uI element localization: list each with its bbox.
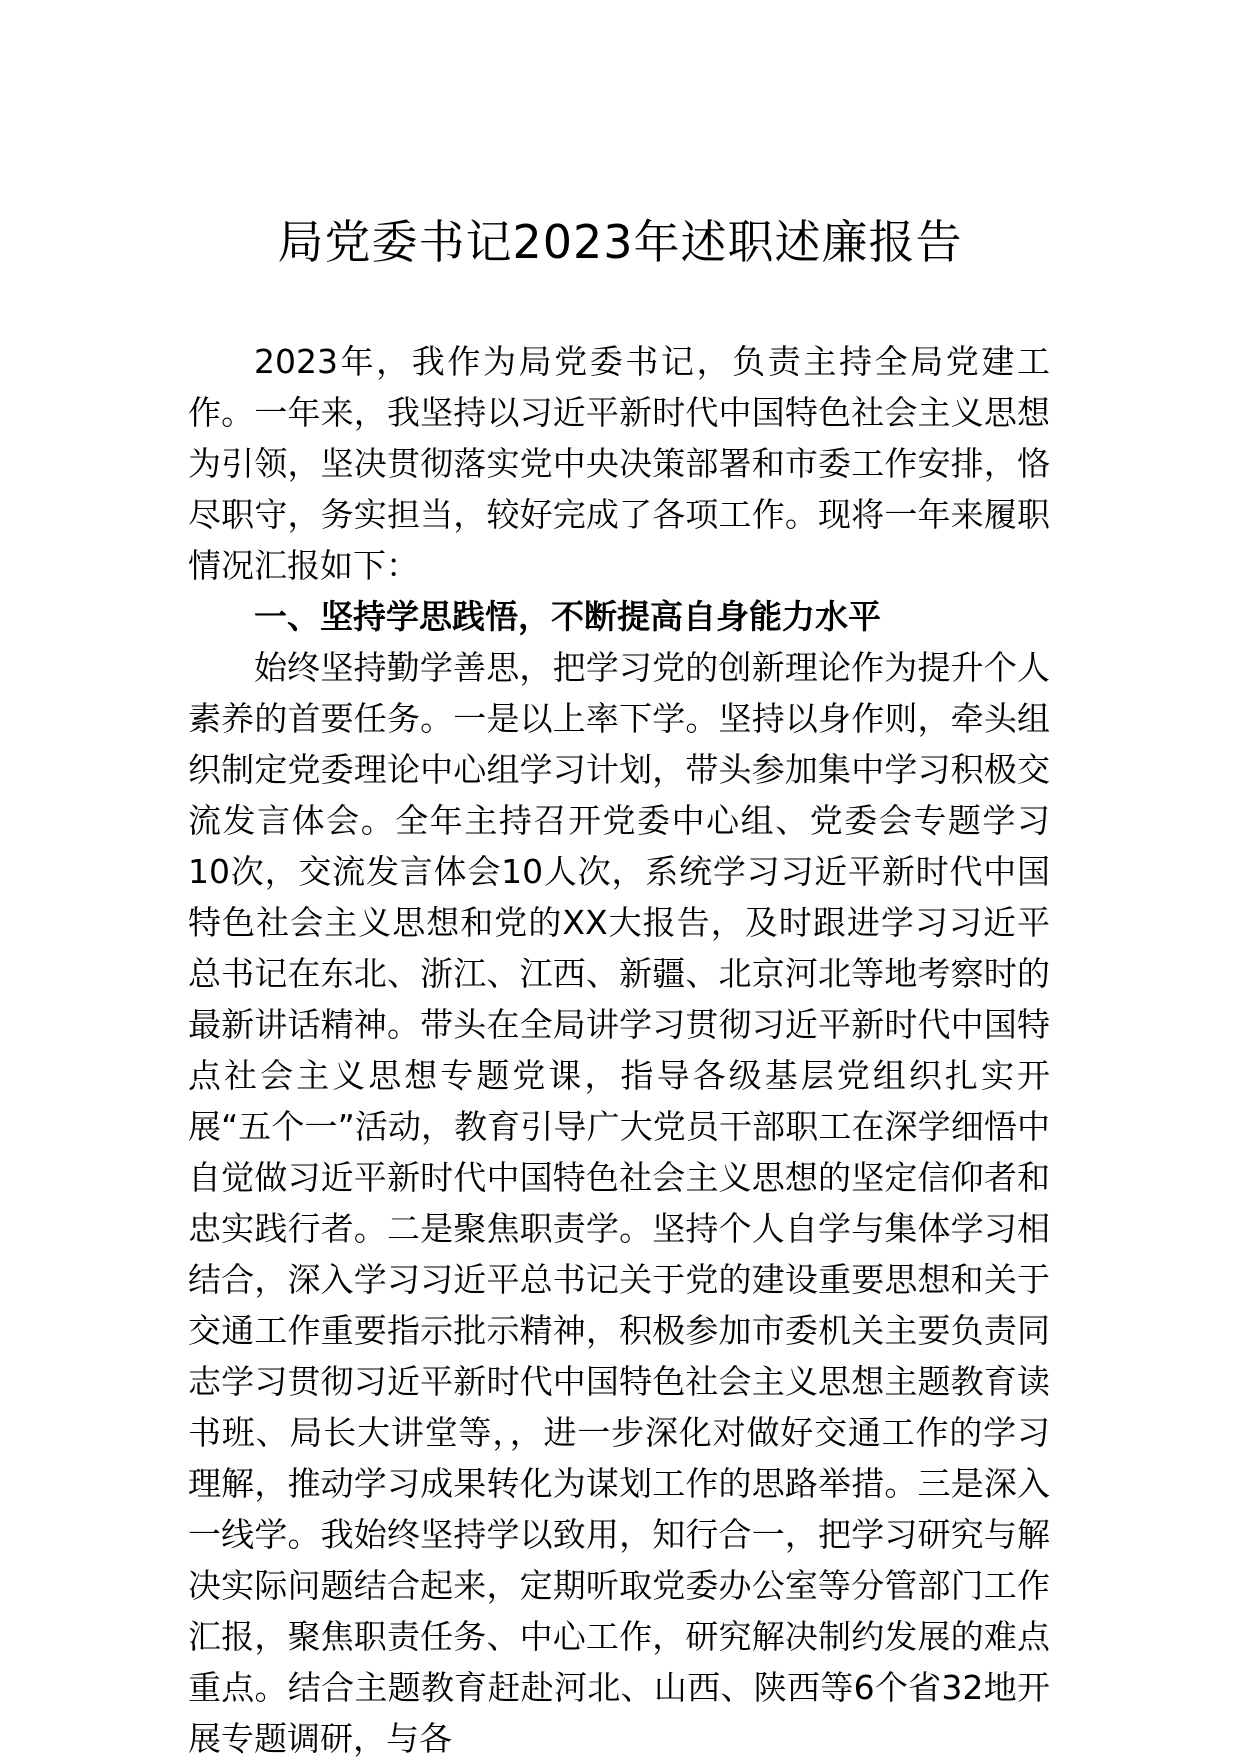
paragraph-intro: 2023年，我作为局党委书记，负责主持全局党建工作。一年来，我坚持以习近平新时代中国特色社会主义思想为引领，坚决贯彻落实党中央决策部署和市委工作安排，恪尽职守，务实担当，较好完成了各项工作。现将一年来履职情况汇报如下： bbox=[188, 342, 1050, 585]
document-body bbox=[188, 336, 1050, 1764]
document-title: 局党委书记2023年述职述廉报告 bbox=[277, 215, 963, 269]
paragraph-section-1: 始终坚持勤学善思，把学习党的创新理论作为提升个人素养的首要任务。一是以上率下学。坚持以身作则，牵头组织制定党委理论中心组学习计划，带头参加集中学习积极交流发言体会。全年主持召开党委中心组、党委会专题学习10次，交流发言体会10人次，系统学习习近平新时代中国特色社会主义思想和党的XX大报告，及时跟进学习习近平总书记在东北、浙江、江西、新疆、北京河北等地考察时的最新讲话精神。带头在全局讲学习贯彻习近平新时代中国特点社会主义思想专题党课，指导各级基层党组织扎实开展“五个一”活动，教育引导广大党员干部职工在深学细悟中自觉做习近平新时代中国特色社会主义思想的坚定信仰者和忠实践行者。二是聚焦职责学。坚持个人自学与集体学习相结合，深入学习习近平总书记关于党的建设重要思想和关于交通工作重要指示批示精神，积极参加市委机关主要负责同志学习贯彻习近平新时代中国特色社会主义思想主题教育读书班、局长大讲堂等，，进一步深化对做好交通工作的学习理解，推动学习成果转化为谋划工作的思路举措。三是深入一线学。我始终坚持学以致用，知行合一，把学习研究与解决实际问题结合起来，定期听取党委办公室等分管部门工作汇报，聚焦职责任务、中心工作，研究解决制约发展的难点重点。结合主题教育赶赴河北、山西、陕西等6个省32地开展专题调研，与各 bbox=[188, 648, 1050, 1758]
section-heading-1: 一、坚持学思践悟，不断提高自身能力水平 bbox=[254, 597, 881, 636]
